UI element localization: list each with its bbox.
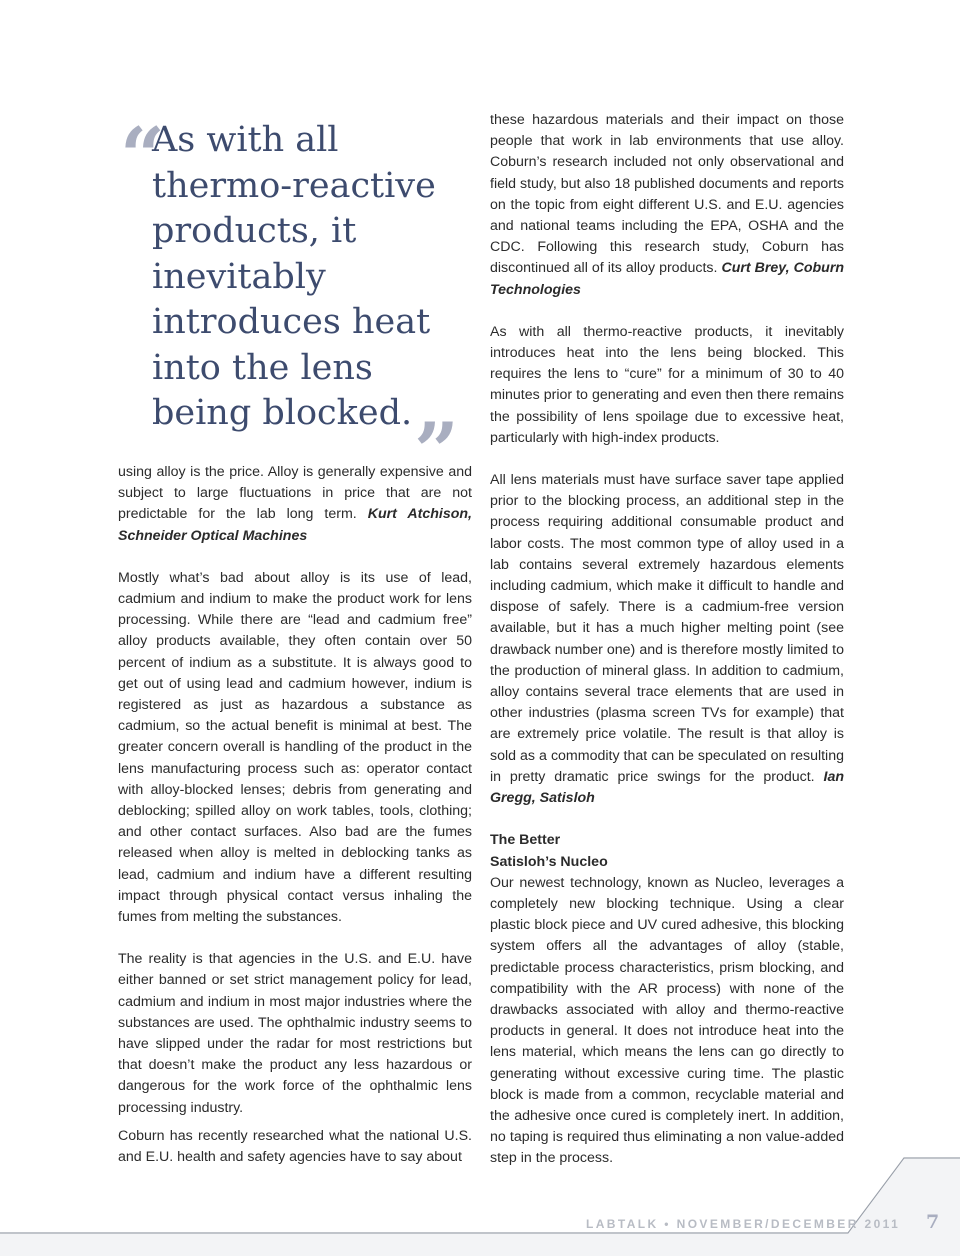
footer-decoration xyxy=(0,1136,960,1256)
right-paragraph-3-text: All lens materials must have surface saver tape applied prior to the blocking process, an additional step in the process requiring additional consumable product and labor costs. The most common type of alloy used in a lab contains several extremely hazardous elements including cadmium, which make it difficult to handle and dispose of safely. There is a cadmium-free version available, but it has a much higher melting point (see drawback number one) and is therefore mostly limited to the production of mineral glass. In addition to cadmium, alloy contains several trace elements that are used in other industries (plasma screen TVs for example) that are extremely price volatile. The result is that alloy is sold as a commodity that can be speculated on resulting in pretty dramatic price swings for the product. xyxy=(490,472,844,785)
pull-quote-text: As with all thermo-reactive products, it inevitably introduces heat into the lens being blocked. xyxy=(152,120,436,433)
right-paragraph-4: Our newest technology, known as Nucleo, leverages a completely new blocking technique. Using a clear plastic block piece and UV cured adhesive, this blocking system offers all the advantages of alloy (stable, predictable process characteristics, prism blocking, and compatibility with the AR process) with none of the drawbacks associated with alloy and thermo-reactive products in general. It does not introduce heat into the lens material, which means the lens can go directly to generating without excessive curing time. The plastic block is made from a common, recyclable material and the adhesive once cured is completely inert. In addition, no taping is required thus eliminating a non value-added step in the process. xyxy=(490,874,844,1167)
left-paragraph-4: Coburn has recently researched what the national U.S. and E.U. health and safety agencies have to say about xyxy=(118,1127,472,1166)
left-paragraph-3: The reality is that agencies in the U.S. and E.U. have either banned or set strict management policy for lead, cadmium and indium in most major industries where the substances are used. The ophthalmic industry seems to have slipped under the radar for most restrictions but that doesn’t make the product any less hazardous or dangerous for the work force of the ophthalmic lens processing industry. xyxy=(118,951,472,1116)
right-paragraph-3 xyxy=(490,470,844,809)
left-column xyxy=(118,462,472,1168)
section-heading-nucleo: Satisloh’s Nucleo xyxy=(490,853,608,870)
right-column xyxy=(490,110,844,1170)
open-quote-mark: “ xyxy=(120,111,165,202)
right-paragraph-1 xyxy=(490,110,844,301)
footer-shade xyxy=(0,1159,960,1256)
right-paragraph-1-text: these hazardous materials and their impact on those people that work in lab environments that use alloy. Coburn’s research included not only observational and field study, but also 18 published documents and reports on the topic from eight different U.S. and E.U. agencies and national teams including the EPA, OSHA and the CDC. Following this research study, Coburn has discontinued all of its alloy products. xyxy=(490,112,844,277)
page-number: 7 xyxy=(926,1211,940,1233)
left-paragraph-2: Mostly what’s bad about alloy is its use of lead, cadmium and indium to make the product work for lens processing. While there are “lead and cadmium free” alloy products available, they often contain over 50 percent of indium as a substitute. It is always good to get out of using lead and cadmium however, indium is registered as just as hazardous a substance as cadmium, so the actual benefit is minimal at best. The greater concern overall is handling of the product in the lens manufacturing process such as: operator contact with alloy-blocked lenses; debris from generating and deblocking; spilled alloy on work tables, tools, clothing; and other contact surfaces. Also bad are the fumes released when alloy is melted in deblocking tanks as lead, cadmium and indium have a different resulting impact through physical contact versus inhaling the fumes from melting the substances. xyxy=(118,569,472,926)
left-paragraph-1 xyxy=(118,462,472,547)
right-paragraph-3-author: Ian Gregg, Satisloh xyxy=(490,768,844,807)
left-paragraph-1-author: Kurt Atchison, Schneider Optical Machines xyxy=(118,506,472,544)
section-heading-the-better: The Better xyxy=(490,832,561,849)
left-paragraph-1-text: using alloy is the price. Alloy is generally expensive and subject to large fluctuations in price that are not predictable for the lab long term. xyxy=(118,464,472,523)
right-paragraph-2: As with all thermo-reactive products, it inevitably introduces heat into the lens being blocked. This requires the lens to “cure” for a minimum of 30 to 40 minutes prior to generating and even then there remains the possibility of lens spoilage due to excessive heat, particularly with high-index products. xyxy=(490,323,844,446)
close-quote-mark: ” xyxy=(414,406,459,497)
right-paragraph-1-author: Curt Brey, Coburn Technologies xyxy=(490,260,845,298)
footer-publication-text: LABTALK • NOVEMBER/DECEMBER 2011 xyxy=(586,1217,901,1231)
